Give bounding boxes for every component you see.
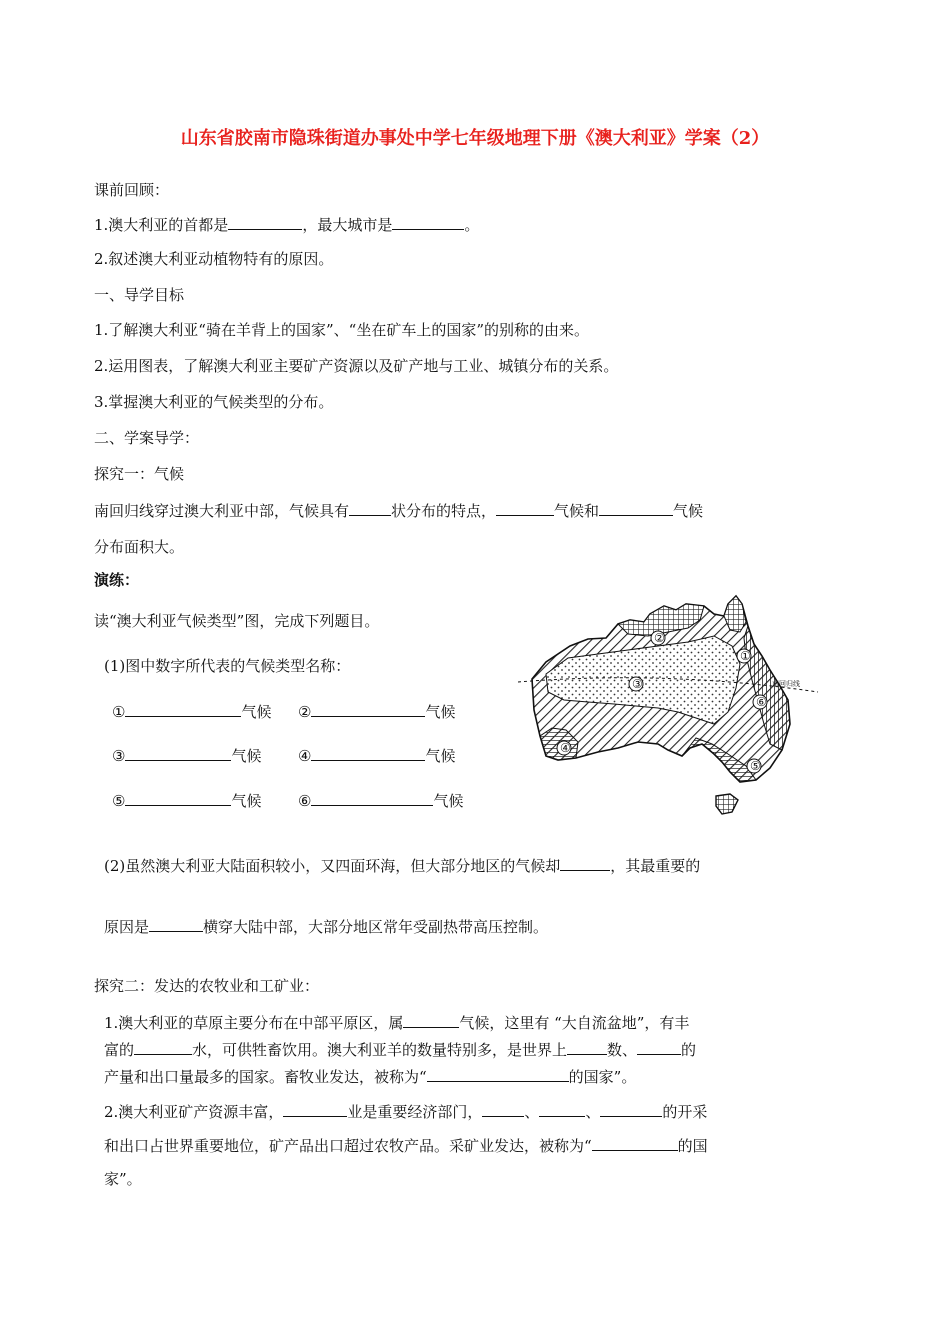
answer-blank[interactable] <box>311 701 425 717</box>
circled-number: ① <box>112 703 126 721</box>
climate-suffix: 气候 <box>231 747 262 765</box>
climate-suffix: 气候 <box>425 747 456 765</box>
answer-blank[interactable] <box>149 916 203 932</box>
answer-blank[interactable] <box>134 1039 192 1055</box>
circled-number: ② <box>298 703 312 721</box>
text-segment: 水，可供牲畜饮用。澳大利亚羊的数量特别多，是世界上 <box>192 1041 568 1059</box>
answer-blank[interactable] <box>311 790 433 806</box>
climate-answer-row <box>112 790 261 811</box>
goal-item: 1.了解澳大利亚“骑在羊背上的国家”、“坐在矿车上的国家”的别称的由来。 <box>94 321 589 339</box>
explore2-p2-line-2 <box>104 1135 708 1156</box>
text-segment: 、 <box>524 1103 540 1121</box>
text-segment: ，最大城市是 <box>302 216 393 234</box>
text-segment: 1.澳大利亚的首都是 <box>94 216 229 234</box>
answer-blank[interactable] <box>349 500 391 516</box>
text-segment: 原因是 <box>104 918 150 936</box>
text-segment: 、 <box>585 1103 601 1121</box>
answer-blank[interactable] <box>125 745 231 761</box>
text-segment: 气候 <box>673 502 704 520</box>
explore1-line-2: 分布面积大。 <box>94 538 185 556</box>
climate-answer-row <box>298 790 463 811</box>
circled-number: ⑥ <box>298 792 312 810</box>
exercise-question-2-line-2 <box>104 916 548 937</box>
region-label-6: ⑥ <box>756 695 767 709</box>
text-segment: 2.澳大利亚矿产资源丰富， <box>104 1103 284 1121</box>
answer-blank[interactable] <box>637 1039 681 1055</box>
page-title: 山东省胶南市隐珠街道办事处中学七年级地理下册《澳大利亚》学案（2） <box>180 128 770 149</box>
explore2-heading: 探究二：发达的农牧业和工矿业： <box>94 977 320 995</box>
explore2-p1-line-1 <box>104 1012 689 1033</box>
region-label-1: ① <box>740 649 751 663</box>
climate-suffix: 气候 <box>425 703 456 721</box>
region-label-3: ③ <box>632 677 643 691</box>
text-segment: 数、 <box>607 1041 638 1059</box>
text-segment: 横穿大陆中部，大部分地区常年受副热带高压控制。 <box>203 918 549 936</box>
answer-blank[interactable] <box>427 1066 569 1082</box>
goals-heading: 一、导学目标 <box>94 286 185 304</box>
tropic-label: 南回归线 <box>772 680 800 688</box>
text-segment: ，其最重要的 <box>610 857 701 875</box>
answer-blank[interactable] <box>125 701 241 717</box>
answer-blank[interactable] <box>567 1039 607 1055</box>
text-segment: 1.澳大利亚的草原主要分布在中部平原区，属 <box>104 1014 404 1032</box>
explore2-p2-line-3: 家”。 <box>104 1170 142 1188</box>
climate-answer-row <box>112 701 271 722</box>
explore2-p1-line-2 <box>104 1039 696 1060</box>
answer-blank[interactable] <box>311 745 425 761</box>
text-segment: 的开采 <box>662 1103 708 1121</box>
answer-blank[interactable] <box>392 214 464 230</box>
text-segment: 的 <box>681 1041 697 1059</box>
climate-answer-row <box>112 745 261 766</box>
answer-blank[interactable] <box>560 855 610 871</box>
tasmania <box>716 794 738 814</box>
text-segment: 的国家”。 <box>568 1068 637 1086</box>
region-label-4: ④ <box>560 741 571 755</box>
answer-blank[interactable] <box>599 500 673 516</box>
answer-blank[interactable] <box>496 500 554 516</box>
answer-blank[interactable] <box>228 214 302 230</box>
explore2-p1-line-3 <box>104 1066 636 1087</box>
australia-climate-map <box>518 584 820 816</box>
exercise-question-2-line-1 <box>104 855 700 876</box>
explore1-heading: 探究一：气候 <box>94 465 185 483</box>
text-segment: 富的 <box>104 1041 135 1059</box>
answer-blank[interactable] <box>539 1101 585 1117</box>
climate-answer-row <box>298 701 455 722</box>
exercise-heading: 演练： <box>94 571 140 589</box>
climate-suffix: 气候 <box>231 792 262 810</box>
review-question-2: 2.叙述澳大利亚动植物特有的原因。 <box>94 250 334 268</box>
circled-number: ④ <box>298 747 312 765</box>
text-segment: 南回归线穿过澳大利亚中部，气候具有 <box>94 502 350 520</box>
review-heading: 课前回顾： <box>94 181 170 199</box>
goal-item: 3.掌握澳大利亚的气候类型的分布。 <box>94 393 334 411</box>
answer-blank[interactable] <box>125 790 231 806</box>
climate-suffix: 气候 <box>433 792 464 810</box>
region-label-5: ⑤ <box>750 759 761 773</box>
guide-heading: 二、学案导学： <box>94 429 200 447</box>
circled-number: ⑤ <box>112 792 126 810</box>
answer-blank[interactable] <box>482 1101 524 1117</box>
review-question-1 <box>94 214 479 235</box>
text-segment: 气候，这里有 “大自流盆地”，有丰 <box>459 1014 690 1032</box>
text-segment: 气候和 <box>554 502 600 520</box>
explore1-line-1 <box>94 500 703 521</box>
text-segment: 和出口占世界重要地位，矿产品出口超过农牧产品。采矿业发达，被称为“ <box>104 1137 592 1155</box>
text-segment: 的国 <box>677 1137 708 1155</box>
text-segment: 。 <box>464 216 480 234</box>
text-segment: 产量和出口量最多的国家。畜牧业发达，被称为“ <box>104 1068 427 1086</box>
goal-item: 2.运用图表，了解澳大利亚主要矿产资源以及矿产地与工业、城镇分布的关系。 <box>94 357 619 375</box>
circled-number: ③ <box>112 747 126 765</box>
answer-blank[interactable] <box>592 1135 678 1151</box>
exercise-intro: 读“澳大利亚气候类型”图，完成下列题目。 <box>94 612 380 630</box>
exercise-question-1: (1)图中数字所代表的气候类型名称： <box>104 657 351 675</box>
climate-suffix: 气候 <box>241 703 272 721</box>
answer-blank[interactable] <box>283 1101 347 1117</box>
answer-blank[interactable] <box>403 1012 459 1028</box>
text-segment: (2)虽然澳大利亚大陆面积较小，又四面环海，但大部分地区的气候却 <box>104 857 561 875</box>
explore2-p2-line-1 <box>104 1101 707 1122</box>
text-segment: 业是重要经济部门， <box>347 1103 483 1121</box>
climate-answer-row <box>298 745 455 766</box>
answer-blank[interactable] <box>600 1101 662 1117</box>
region-label-2: ② <box>654 631 665 645</box>
text-segment: 状分布的特点， <box>391 502 497 520</box>
